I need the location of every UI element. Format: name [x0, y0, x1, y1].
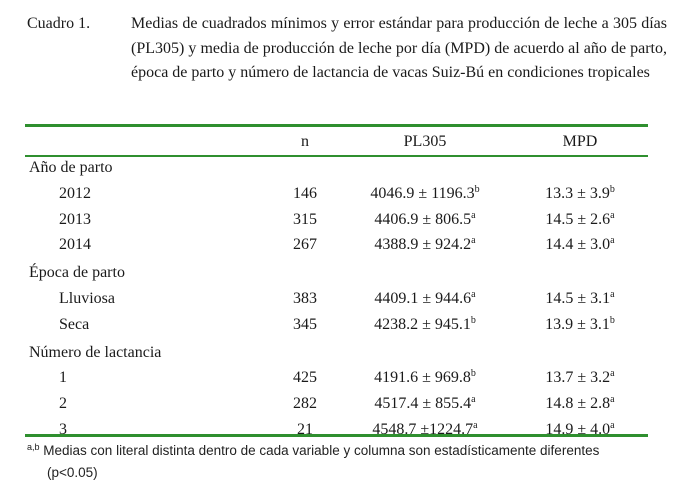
- group-title: Época de parto: [29, 264, 125, 282]
- pl305-value: 4517.4 ± 855.4: [374, 395, 472, 413]
- group-title: Año de parto: [29, 159, 113, 176]
- pl305-value: 4406.9 ± 806.5: [374, 210, 472, 228]
- mpd-value: 14.4 ± 3.0: [545, 236, 611, 254]
- pl305-letter: b: [474, 183, 480, 195]
- mpd-value: 14.8 ± 2.8: [545, 395, 611, 413]
- pl305-value: 4388.9 ± 924.2: [374, 236, 472, 254]
- cell-mpd: [520, 207, 640, 233]
- cell-pl305: [345, 286, 505, 312]
- pl305-letter: b: [470, 314, 476, 326]
- mpd-value: 14.9 ± 4.0: [545, 420, 611, 438]
- table-body: [25, 155, 648, 443]
- footnote: [27, 440, 657, 484]
- pl305-value: 4409.1 ± 944.6: [374, 289, 472, 307]
- group-row: [25, 340, 648, 366]
- mpd-letter: b: [609, 183, 615, 195]
- pl305-value: 4238.2 ± 945.1: [374, 315, 471, 333]
- footnote-text: Medias con literal distinta dentro de cada variable y columna son estadísticamente diferentes: [43, 443, 600, 458]
- header-mpd: MPD: [562, 133, 598, 150]
- table-row: [25, 391, 648, 417]
- mpd-letter: a: [610, 419, 615, 431]
- cell-pl305: [345, 312, 505, 338]
- mpd-letter: a: [610, 288, 615, 300]
- pl305-value: 4191.6 ± 969.8: [374, 369, 471, 387]
- mpd-letter: a: [610, 235, 615, 247]
- cell-pl305: [345, 391, 505, 417]
- cell-mpd: [520, 232, 640, 258]
- pl305-value: 4046.9 ± 1196.3: [370, 184, 475, 202]
- cell-pl305: [345, 207, 505, 233]
- cell-n: 425: [293, 369, 317, 387]
- cell-n: 21: [297, 420, 313, 438]
- group-title: Número de lactancia: [29, 343, 162, 361]
- header-pl305: PL305: [403, 133, 447, 150]
- mpd-value: 13.9 ± 3.1: [545, 315, 610, 333]
- table-row: [25, 286, 648, 312]
- table-top-rule: [25, 124, 648, 127]
- caption-label: Cuadro 1.: [27, 15, 91, 32]
- mpd-letter: b: [609, 314, 615, 326]
- row-label: Seca: [59, 315, 90, 333]
- table-row: [25, 365, 648, 391]
- cell-mpd: [520, 312, 640, 338]
- cell-mpd: [520, 181, 640, 207]
- cell-mpd: [520, 365, 640, 391]
- cell-n: 383: [293, 289, 317, 307]
- cell-n: 267: [293, 236, 317, 254]
- cell-pl305: [345, 181, 505, 207]
- table-header-row: [25, 128, 648, 155]
- pl305-letter: a: [471, 288, 476, 300]
- cell-n: 345: [293, 315, 317, 333]
- row-label: 2014: [59, 236, 91, 254]
- footnote-text-cont: (p<0.05): [47, 465, 98, 480]
- header-n: n: [301, 133, 309, 150]
- row-label: 2013: [59, 210, 91, 228]
- mpd-letter: a: [610, 209, 615, 221]
- pl305-letter: a: [471, 235, 476, 247]
- row-label: 2012: [59, 184, 91, 202]
- cell-n: 146: [293, 184, 317, 202]
- caption-text: Medias de cuadrados mínimos y error estándar para producción de leche a 305 días (PL305) y media de producción de leche por día (MPD) de acuerdo al año de parto, época de parto y número de lactancia de vacas Suiz-Bú en condiciones tropicales: [131, 15, 667, 81]
- mpd-value: 13.3 ± 3.9: [545, 184, 610, 202]
- table-row: [25, 312, 648, 338]
- cell-n: 315: [293, 210, 317, 228]
- pl305-letter: a: [473, 419, 478, 431]
- cell-pl305: [345, 232, 505, 258]
- group-row: [25, 155, 648, 181]
- pl305-value: 4548.7 ±1224.7: [372, 420, 474, 438]
- table-row: [25, 232, 648, 258]
- row-label: 2: [59, 395, 67, 413]
- mpd-value: 13.7 ± 3.2: [545, 369, 611, 387]
- cell-n: 282: [293, 395, 317, 413]
- row-label: 3: [59, 420, 67, 438]
- mpd-letter: a: [610, 394, 615, 406]
- data-table: [25, 128, 648, 443]
- mpd-value: 14.5 ± 2.6: [545, 210, 611, 228]
- table-row: [25, 207, 648, 233]
- pl305-letter: b: [470, 368, 476, 380]
- pl305-letter: a: [471, 209, 476, 221]
- table-caption: [27, 12, 667, 86]
- row-label: Lluviosa: [59, 289, 115, 307]
- cell-mpd: [520, 286, 640, 312]
- footnote-marker: a,b: [27, 442, 40, 452]
- table-row: [25, 181, 648, 207]
- pl305-letter: a: [471, 394, 476, 406]
- cell-pl305: [345, 417, 505, 443]
- mpd-value: 14.5 ± 3.1: [545, 289, 611, 307]
- cell-pl305: [345, 365, 505, 391]
- group-row: [25, 260, 648, 286]
- table-row: [25, 417, 648, 443]
- cell-mpd: [520, 417, 640, 443]
- row-label: 1: [59, 369, 67, 387]
- cell-mpd: [520, 391, 640, 417]
- mpd-letter: a: [610, 368, 615, 380]
